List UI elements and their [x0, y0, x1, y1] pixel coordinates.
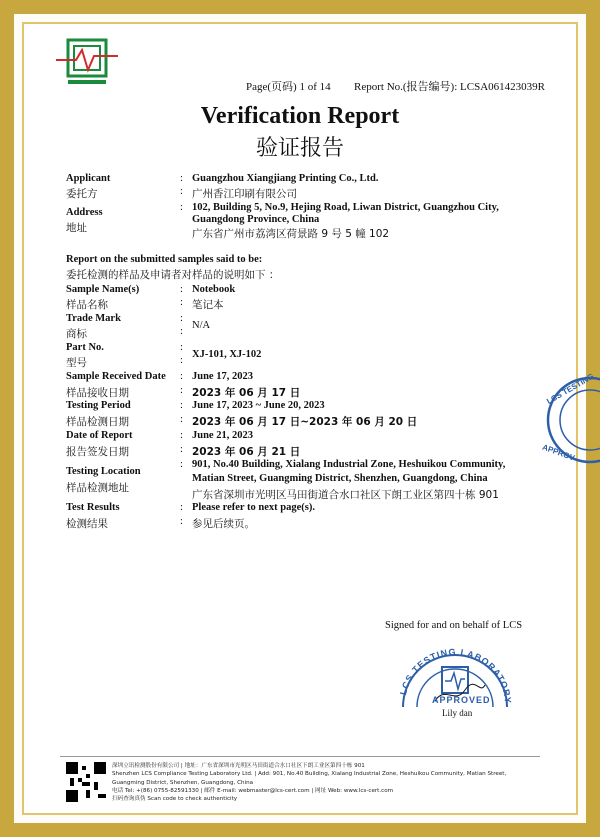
- approved-text: APPROVED: [432, 695, 491, 705]
- colon: :: [180, 342, 183, 353]
- part-no-label-zh: 型号: [66, 357, 87, 369]
- lcs-logo-icon: [52, 36, 122, 96]
- report-intro: Report on the submitted samples said to be:: [66, 254, 263, 265]
- applicant-label: Applicant: [66, 173, 111, 184]
- period-label-zh: 样品检测日期: [66, 416, 129, 428]
- signer-name: Lily dan: [442, 708, 473, 718]
- period-label: Testing Period: [66, 400, 131, 411]
- period-value-zh: 2023 年 06 月 17 日~2023 年 06 月 20 日: [192, 416, 418, 428]
- side-stamp-icon: [520, 370, 600, 470]
- results-value: Please refer to next page(s).: [192, 502, 315, 513]
- received-value: June 17, 2023: [192, 371, 253, 382]
- footer-line: 扫码查询真伪 Scan code to check authenticity: [112, 796, 238, 803]
- colon: :: [180, 173, 183, 184]
- footer-line: 深圳立讯检测股份有限公司 | 地址：广东省深圳市光明区马田街道合水口社区下朗工业区第四十栋 901: [112, 763, 365, 769]
- date-label-zh: 报告签发日期: [66, 446, 129, 458]
- period-value: June 17, 2023 ~ June 20, 2023: [192, 400, 325, 411]
- results-value-zh: 参见后续页。: [192, 518, 255, 530]
- colon: :: [180, 385, 183, 396]
- colon: :: [180, 516, 183, 527]
- date-value-zh: 2023 年 06 月 21 日: [192, 446, 301, 458]
- applicant-value: Guangzhou Xiangjiang Printing Co., Ltd.: [192, 173, 379, 184]
- colon: :: [180, 444, 183, 455]
- received-label-zh: 样品接收日期: [66, 387, 129, 399]
- colon: :: [180, 459, 183, 470]
- address-value-zh: 广东省广州市荔湾区荷景路 9 号 5 幢 102: [192, 228, 390, 240]
- colon: :: [180, 284, 183, 295]
- colon: :: [180, 355, 183, 366]
- colon: :: [180, 326, 183, 337]
- colon: :: [180, 371, 183, 382]
- location-label: Testing Location: [66, 466, 141, 477]
- colon: :: [180, 186, 183, 197]
- colon: :: [180, 400, 183, 411]
- side-stamp-approved: APPROV: [541, 442, 576, 463]
- title-chinese: 验证报告: [255, 136, 344, 161]
- results-label-zh: 检测结果: [66, 518, 108, 530]
- location-value-line1: 901, No.40 Building, Xialang Industrial Zone, Heshuikou Community,: [192, 459, 506, 470]
- stamp-text: LCS TESTING LABORATORY: [398, 646, 514, 705]
- colon: :: [180, 202, 183, 213]
- page-number: Page(页码) 1 of 14: [246, 81, 331, 93]
- trade-mark-label: Trade Mark: [66, 313, 121, 324]
- sample-name-value: Notebook: [192, 284, 236, 295]
- location-value-line2: Matian Street, Guangming District, Shenzhen, Guangdong, China: [192, 473, 488, 484]
- signed-for-text: Signed for and on behalf of LCS: [385, 620, 523, 631]
- colon: :: [180, 313, 183, 324]
- colon: :: [180, 430, 183, 441]
- sample-name-label: Sample Name(s): [66, 284, 140, 295]
- results-label: Test Results: [66, 502, 120, 513]
- colon: :: [180, 502, 183, 513]
- report-intro-zh: 委托检测的样品及申请者对样品的说明如下 ：: [66, 269, 280, 281]
- part-no-value: XJ-101, XJ-102: [192, 349, 262, 360]
- part-no-label: Part No.: [66, 342, 104, 353]
- footer-address: [112, 762, 552, 803]
- date-label: Date of Report: [66, 430, 133, 441]
- trade-mark-label-zh: 商标: [66, 328, 87, 340]
- date-value: June 21, 2023: [192, 430, 253, 441]
- sample-name-label-zh: 样品名称: [66, 299, 108, 311]
- trade-mark-value: N/A: [192, 320, 211, 331]
- applicant-label-zh: 委托方: [66, 188, 98, 200]
- applicant-value-zh: 广州香江印刷有限公司: [192, 188, 297, 200]
- footer-line: Shenzhen LCS Compliance Testing Laboratory Ltd. | Add: 901, No.40 Building, Xialang Industrial Zone, Heshuikou Community, Matian Street,: [112, 771, 507, 778]
- footer-divider: [60, 756, 540, 757]
- received-value-zh: 2023 年 06 月 17 日: [192, 387, 301, 399]
- colon: :: [180, 297, 183, 308]
- location-value-zh: 广东省深圳市光明区马田街道合水口社区下朗工业区第四十栋 901: [192, 489, 499, 501]
- address-label: Address: [66, 207, 103, 218]
- address-value-line2: Guangdong Province, China: [192, 214, 320, 225]
- location-label-zh: 样品检测地址: [66, 482, 129, 494]
- colon: :: [180, 414, 183, 425]
- footer-line: 电话 Tel: +(86) 0755-82591330 | 邮件 E-mail: webmaster@lcs-cert.com | 网址 Web: www.lcs-cert.com: [112, 787, 394, 794]
- address-label-zh: 地址: [66, 222, 87, 234]
- report-number: Report No.(报告编号): LCSA061423039R: [354, 81, 545, 93]
- sample-name-value-zh: 笔记本: [192, 299, 224, 311]
- qr-code-icon[interactable]: [66, 762, 106, 802]
- footer-line: Guangming District, Shenzhen, Guangdong, China: [112, 779, 254, 786]
- address-value-line1: 102, Building 5, No.9, Hejing Road, Liwan District, Guangzhou City,: [192, 202, 499, 213]
- received-label: Sample Received Date: [66, 371, 166, 382]
- side-stamp-text: LCS TESTING: [545, 371, 596, 406]
- title-english: Verification Report: [200, 103, 400, 129]
